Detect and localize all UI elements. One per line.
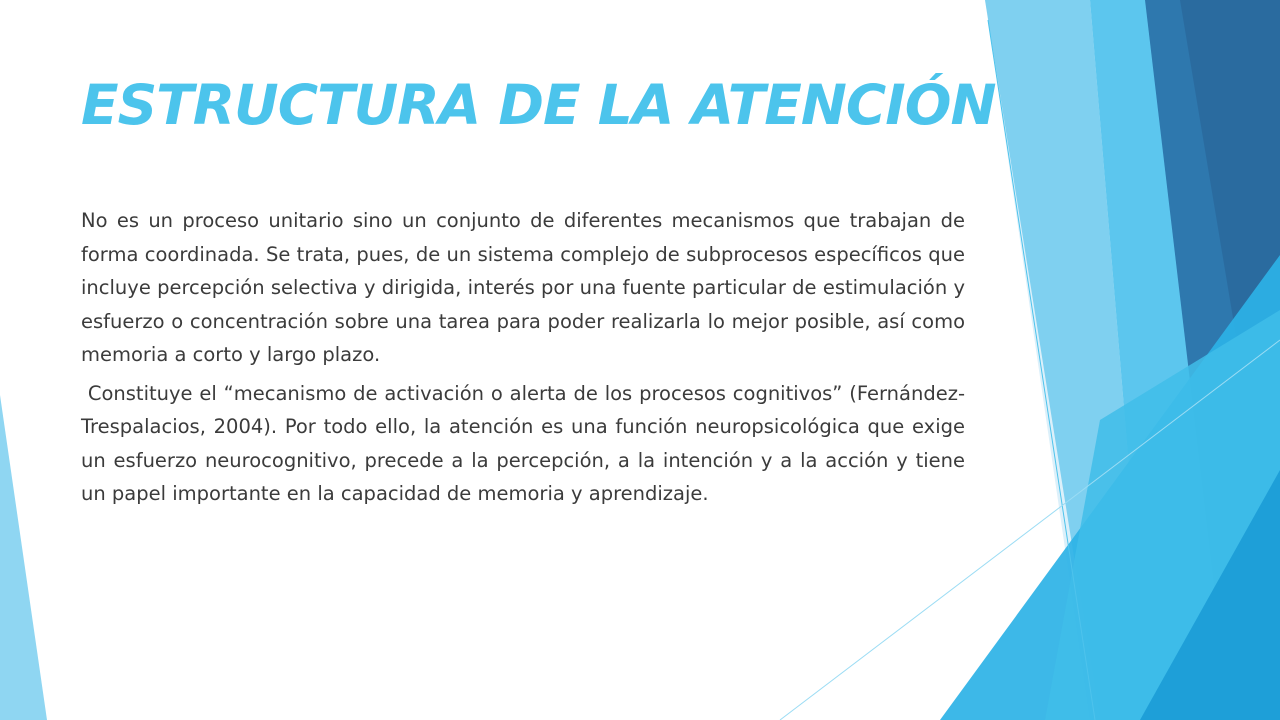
slide-title: ESTRUCTURA DE LA ATENCIÓN bbox=[81, 73, 996, 137]
body-paragraph-2: Constituye el “mecanismo de activación o alerta de los procesos cognitivos” (Fernández-Trespalacios, 2004). Por todo ello, la atención es una función neuropsicológica que exige un esfuerzo neurocognitivo, precede a la percepción, a la intención y a la acción y tiene un papel importante en la capacidad de memoria y aprendizaje. bbox=[81, 381, 965, 505]
slide-body bbox=[81, 204, 965, 511]
body-paragraph-1: No es un proceso unitario sino un conjunto de diferentes mecanismos que trabajan de forma coordinada. Se trata, pues, de un sistema complejo de subprocesos específicos que incluye percepción selectiva y dirigida, interés por una fuente particular de estimulación y esfuerzo o concentración sobre una tarea para poder realizarla lo mejor posible, así como memoria a corto y largo plazo. bbox=[81, 209, 965, 366]
left-edge-facet bbox=[0, 395, 47, 720]
